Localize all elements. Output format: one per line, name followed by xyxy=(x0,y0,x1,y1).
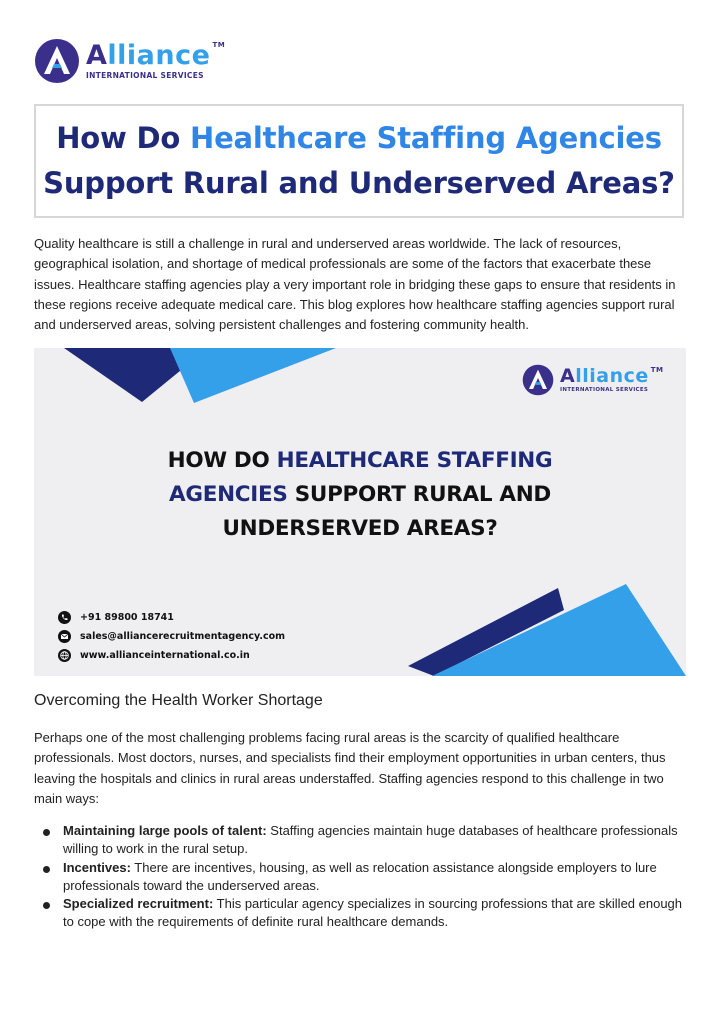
alliance-logo-icon xyxy=(522,364,554,396)
section-paragraph: Perhaps one of the most challenging problems facing rural areas is the scarcity of qualified healthcare professionals. Most doctors, nurses, and specialists find their employment opportunities in urban centers, thus leaving the hospitals and clinics in rural areas understaffed. Staffing agencies respond to this challenge in two main ways: xyxy=(34,730,666,806)
banner-title: HOW DO HEALTHCARE STAFFING AGENCIES SUPPORT RURAL AND UNDERSERVED AREAS? xyxy=(167,448,553,541)
section-heading: Overcoming the Health Worker Shortage xyxy=(34,692,323,709)
contact-list xyxy=(58,608,285,665)
list-item: Maintaining large pools of talent: Staffing agencies maintain huge databases of healthcare professionals willing to work in the rural setup. xyxy=(34,822,684,859)
page-title: How Do Healthcare Staffing Agencies Support Rural and Underserved Areas? xyxy=(43,121,675,200)
title-box xyxy=(34,104,684,218)
top-blue-stripe xyxy=(170,348,336,403)
contact-website[interactable]: www.allianceinternational.co.in xyxy=(58,646,285,665)
banner-logo xyxy=(522,364,664,396)
globe-icon xyxy=(58,649,71,662)
mail-icon xyxy=(58,630,71,643)
banner-image xyxy=(34,348,686,676)
banner-logo-tagline: INTERNATIONAL SERVICES xyxy=(560,386,649,393)
banner-logo-wordmark: Alliance ™ xyxy=(560,364,664,387)
alliance-logo-icon xyxy=(34,38,80,84)
logo-tagline: INTERNATIONAL SERVICES xyxy=(86,71,204,81)
list-item: Incentives: There are incentives, housing, as well as relocation assistance alongside employers to lure professionals toward the underserved areas. xyxy=(34,859,684,896)
contact-phone: +91 89800 18741 xyxy=(58,608,285,627)
list-item: Specialized recruitment: This particular agency specializes in sourcing professions that are skilled enough to cope with the requirements of definite rural healthcare demands. xyxy=(34,895,684,932)
bullet-list xyxy=(34,822,684,932)
intro-paragraph: Quality healthcare is still a challenge in rural and underserved areas worldwide. The lack of resources, geographical isolation, and shortage of medical professionals are some of the factors that exacerbate these issues. Healthcare staffing agencies play a very important role in bridging these gaps to ensure that residents in these regions receive adequate medical care. This blog explores how healthcare staffing agencies support rural and underserved areas, solving persistent challenges and fostering community health. xyxy=(34,236,676,333)
brand-logo[interactable] xyxy=(34,38,225,84)
phone-icon xyxy=(58,611,71,624)
logo-wordmark: Alliance ™ xyxy=(86,40,226,72)
contact-email[interactable]: sales@alliancerecruitmentagency.com xyxy=(58,627,285,646)
